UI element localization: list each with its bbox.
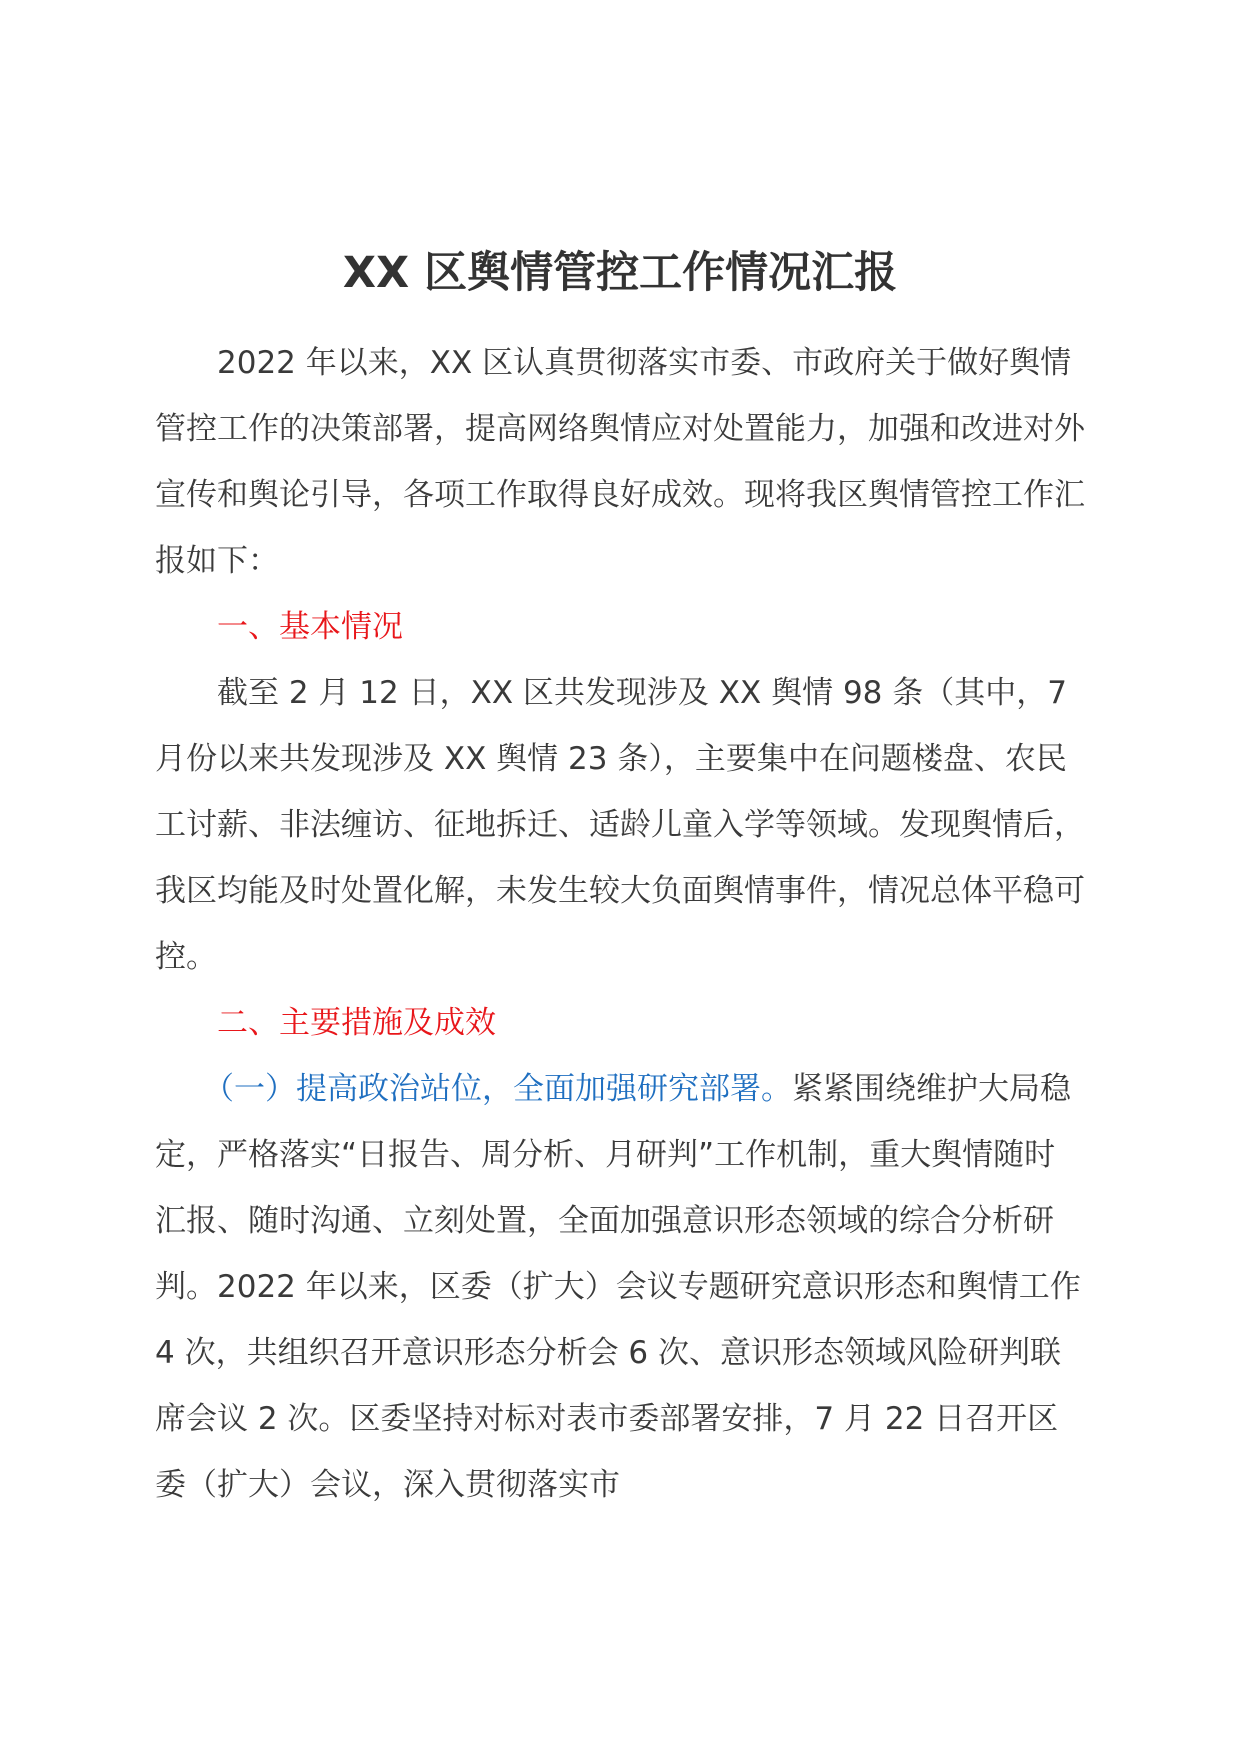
subsection-1-heading: （一）提高政治站位，全面加强研究部署。 <box>203 1071 793 1107</box>
section-heading-basic-situation: 一、基本情况 <box>217 609 403 645</box>
subsection-1-paragraph <box>155 1056 1085 1518</box>
subsection-1-body: 紧紧围绕维护大局稳定，严格落实“日报告、周分析、月研判”工作机制，重大舆情随时汇报、随时沟通、立刻处置，全面加强意识形态领域的综合分析研判。2022 年以来，区委（扩大）会议专题研究意识形态和舆情工作 4 次，共组织召开意识形态分析会 6 次、意识形态领域风险研判联席会议 2 次。区委坚持对标对表市委部署安排，7 月 22 日召开区委（扩大）会议，深入贯彻落实市 <box>155 1071 1081 1503</box>
section-basic-situation-paragraph: 截至 2 月 12 日，XX 区共发现涉及 XX 舆情 98 条（其中，7 月份以来共发现涉及 XX 舆情 23 条），主要集中在问题楼盘、农民工讨薪、非法缠访、征地拆迁、适龄儿童入学等领域。发现舆情后，我区均能及时处置化解，未发生较大负面舆情事件，情况总体平稳可控。 <box>155 675 1085 975</box>
document-title: XX 区舆情管控工作情况汇报 <box>342 248 898 298</box>
document-content <box>155 236 1085 1518</box>
section-heading-measures: 二、主要措施及成效 <box>217 1005 496 1041</box>
intro-paragraph: 2022 年以来，XX 区认真贯彻落实市委、市政府关于做好舆情管控工作的决策部署，提高网络舆情应对处置能力，加强和改进对外宣传和舆论引导，各项工作取得良好成效。现将我区舆情管控工作汇报如下： <box>155 345 1085 579</box>
